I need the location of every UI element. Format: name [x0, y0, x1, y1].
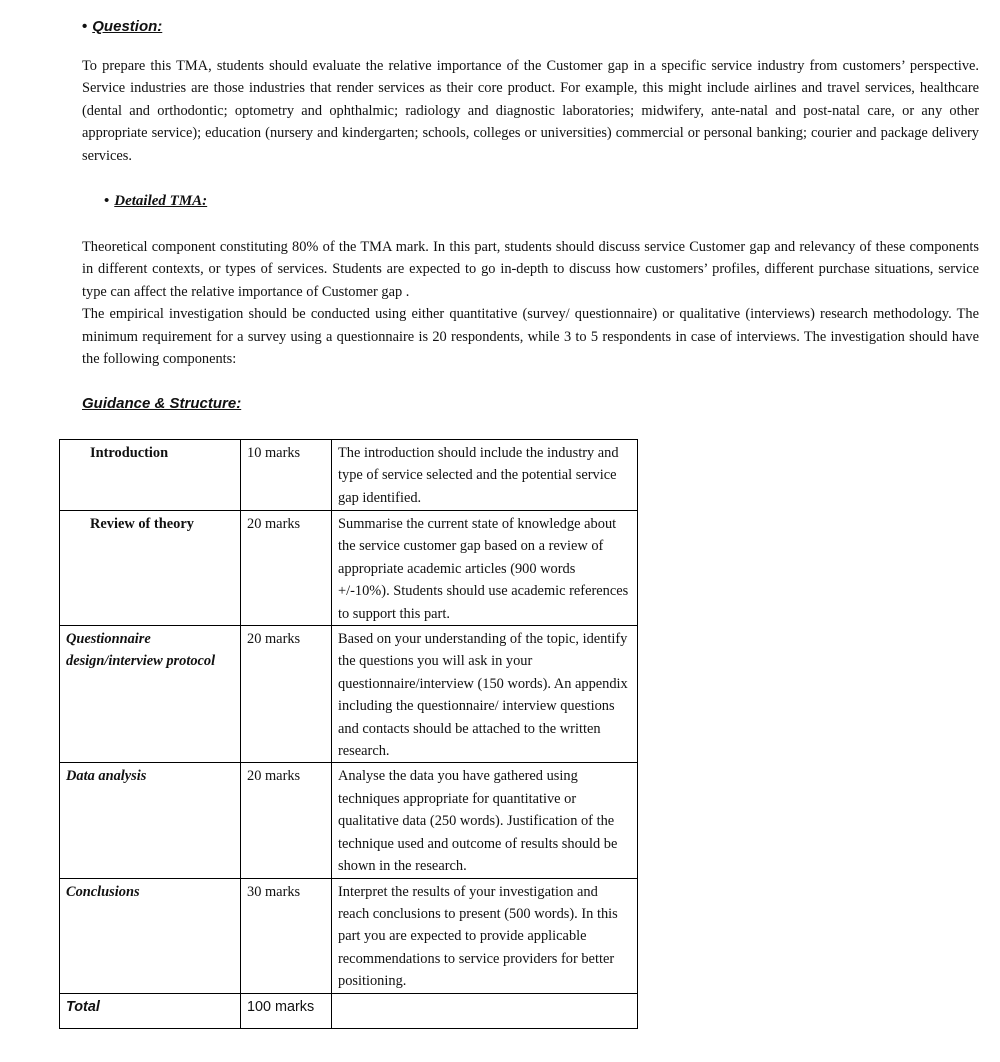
total-marks: 100 marks — [241, 993, 332, 1028]
theoretical-component-paragraph: Theoretical component constituting 80% of the TMA mark. In this part, students should discuss service Customer gap and relevancy of these components in different contexts, or types of services. Students are expected to go in-depth to discuss how customers’ profiles, different purchase situations, service type can affect the relative importance of Customer gap . — [82, 239, 979, 300]
total-row — [60, 993, 638, 1028]
total-description-empty — [332, 993, 638, 1028]
section-marks: 20 marks — [241, 626, 332, 763]
table-row — [60, 626, 638, 763]
section-description: Analyse the data you have gathered using techniques appropriate for quantitative or qualitative data (250 words). Justification of the technique used and outcome of results should be shown in the research. — [332, 763, 638, 878]
section-name: Introduction — [60, 440, 241, 511]
guidance-structure-heading: Guidance & Structure: — [82, 395, 242, 412]
empirical-investigation-paragraph: The empirical investigation should be conducted using either quantitative (survey/ questionnaire) or qualitative (interviews) research methodology. The minimum requirement for a survey using a questionnaire is 20 respondents, while 3 to 5 respondents in case of interviews. The investigation should have the following components: — [82, 306, 979, 368]
guidance-table — [59, 439, 638, 1029]
section-marks: 30 marks — [241, 878, 332, 993]
section-description: Interpret the results of your investigation and reach conclusions to present (500 words). In this part you are expected to provide applicable recommendations to service providers for better positioning. — [332, 878, 638, 993]
section-name: Questionnaire design/interview protocol — [60, 626, 241, 763]
section-name: Review of theory — [60, 511, 241, 626]
detailed-tma-body — [82, 236, 979, 370]
section-name: Conclusions — [60, 878, 241, 993]
section-description: The introduction should include the industry and type of service selected and the potential service gap identified. — [332, 440, 638, 511]
section-marks: 20 marks — [241, 511, 332, 626]
section-marks: 20 marks — [241, 763, 332, 878]
total-label: Total — [60, 993, 241, 1028]
detailed-tma-heading: • Detailed TMA: — [104, 193, 208, 209]
question-paragraph: To prepare this TMA, students should evaluate the relative importance of the Customer gap in a specific service industry from customers’ perspective. Service industries are those industries that render services as their core product. For example, this might include airlines and travel services, healthcare (dental and orthodontic; optometry and ophthalmic; radiology and diagnostic laboratories; midwifery, ante-natal and post-natal care, or any other appropriate service); education (nursery and kindergarten; schools, colleges or universities) commercial or personal banking; courier and package delivery services. — [82, 58, 979, 164]
section-name: Data analysis — [60, 763, 241, 878]
question-heading: • Question: — [82, 18, 163, 35]
table-row — [60, 878, 638, 993]
section-description: Summarise the current state of knowledge about the service customer gap based on a review of appropriate academic articles (900 words +/-10%). Students should use academic references to support this part. — [332, 511, 638, 626]
table-row — [60, 511, 638, 626]
bullet-icon: • — [82, 18, 88, 35]
section-description: Based on your understanding of the topic, identify the questions you will ask in your questionnaire/interview (150 words). An appendix including the questionnaire/ interview questions and contacts should be attached to the written research. — [332, 626, 638, 763]
section-marks: 10 marks — [241, 440, 332, 511]
bullet-icon: • — [104, 193, 110, 209]
table-row — [60, 763, 638, 878]
table-row — [60, 440, 638, 511]
